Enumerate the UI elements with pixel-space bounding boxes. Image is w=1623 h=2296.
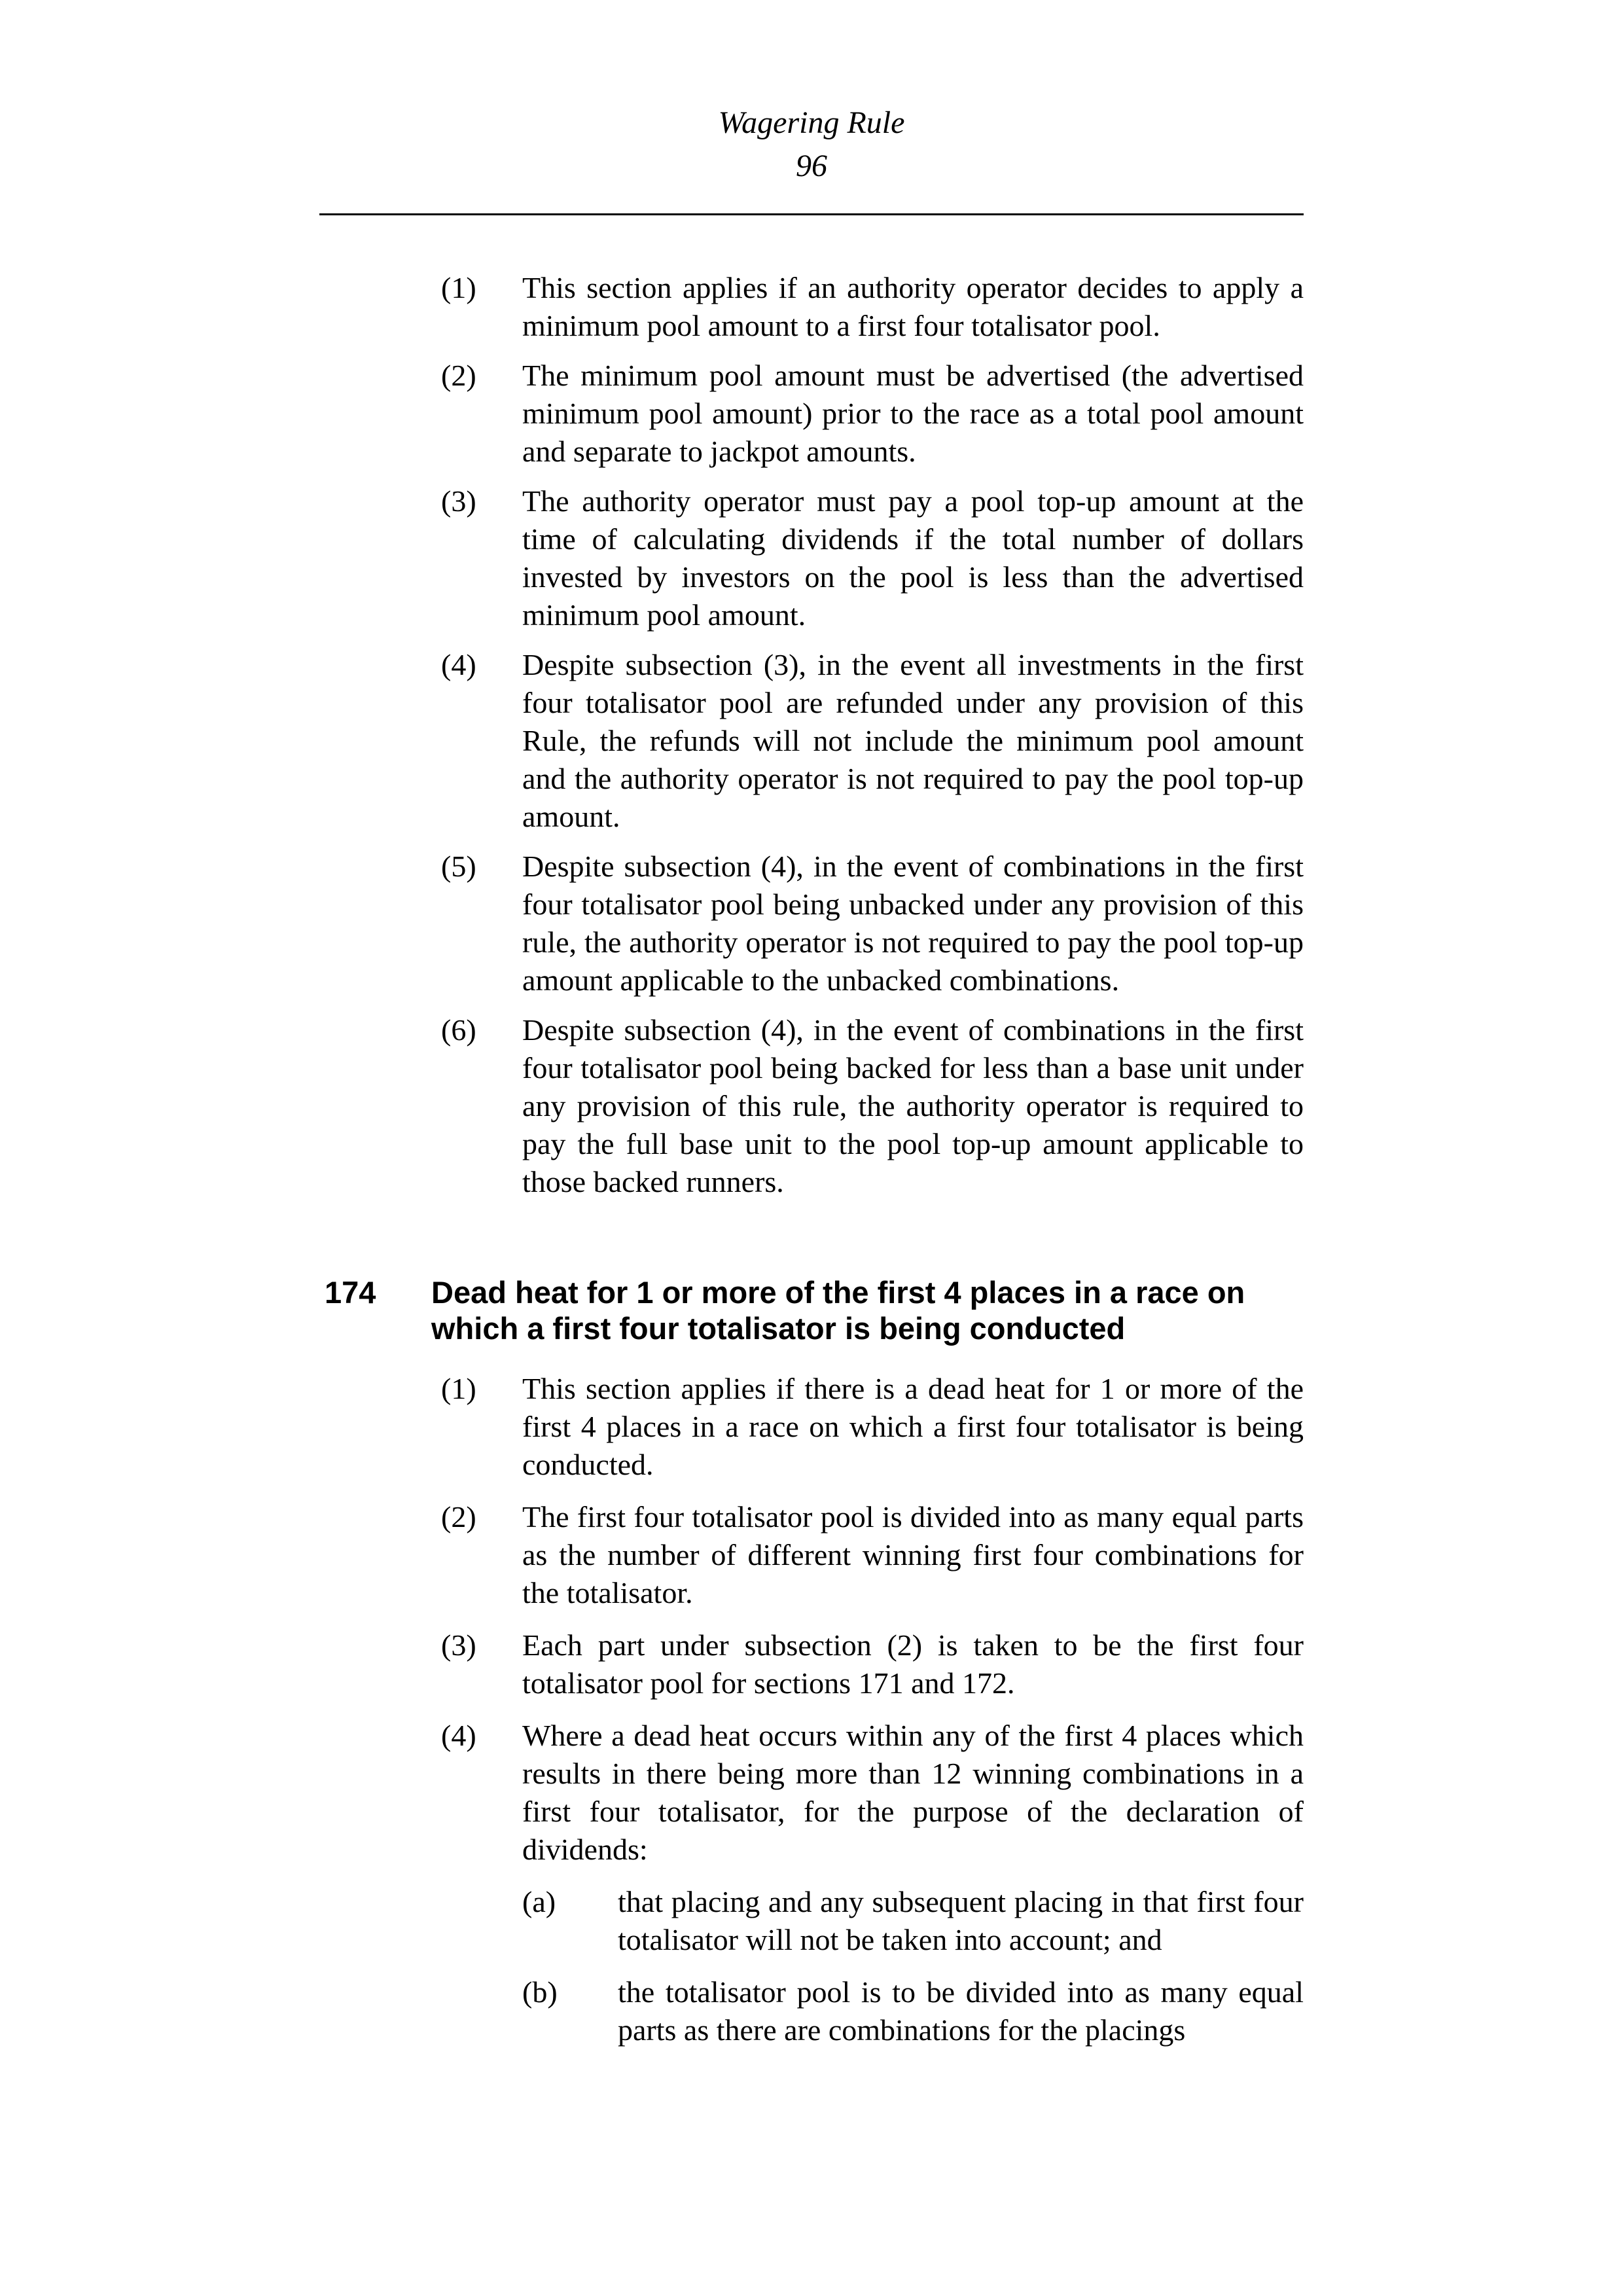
subsection-text: Despite subsection (3), in the event all investments in the first four totalisator pool are refunded under any provision of this Rule, the refunds will not include the minimum pool amount and the authority operator is not required to pay the pool top-up amount.	[522, 648, 1304, 833]
paragraph-text: the totalisator pool is to be divided into as many equal parts as there are combinations for the placings	[618, 1975, 1304, 2047]
subsection-item	[325, 848, 1304, 999]
subsection-text: This section applies if an authority operator decides to apply a minimum pool amount to a first four totalisator pool.	[522, 271, 1304, 342]
subsection-number: (1)	[441, 1372, 476, 1405]
subsection-text: Where a dead heat occurs within any of the first 4 places which results in there being more than 12 winning combinations in a first four totalisator, for the purpose of the declaration of dividends:	[522, 1719, 1304, 1866]
subsection-number: (4)	[441, 648, 476, 681]
subsection-item	[325, 269, 1304, 345]
subsection-item	[325, 357, 1304, 471]
subsection-text: Despite subsection (4), in the event of combinations in the first four totalisator pool being unbacked under any provision of this rule, the authority operator is not required to pay the pool top-up amount applicable to the unbacked combinations.	[522, 850, 1304, 997]
subsection-item	[325, 1498, 1304, 1612]
subsection-number: (6)	[441, 1013, 476, 1047]
paragraph-letter: (a)	[522, 1885, 556, 1918]
subsection-text: This section applies if there is a dead heat for 1 or more of the first 4 places in a race on which a first four totalisator is being conducted.	[522, 1372, 1304, 1481]
page-content	[325, 269, 1304, 2049]
subsection-item	[325, 1717, 1304, 2049]
subsection-item	[325, 1011, 1304, 1201]
page-header	[0, 0, 1623, 188]
subsection-number: (3)	[441, 484, 476, 518]
paragraph-item	[522, 1883, 1304, 1959]
subsection-number: (5)	[441, 850, 476, 883]
subsection-number: (2)	[441, 1500, 476, 1534]
subsection-item	[325, 1370, 1304, 1484]
subsection-number: (4)	[441, 1719, 476, 1752]
subsection-text: The minimum pool amount must be advertised (the advertised minimum pool amount) prior to the race as a total pool amount and separate to jackpot amounts.	[522, 359, 1304, 468]
section-header	[325, 1274, 1304, 1346]
paragraph-text: that placing and any subsequent placing in that first four totalisator will not be taken into account; and	[618, 1885, 1304, 1956]
subsection-text: Despite subsection (4), in the event of combinations in the first four totalisator pool being backed for less than a base unit under any provision of this rule, the authority operator is required to pay the full base unit to the pool top-up amount applicable to those backed runners.	[522, 1013, 1304, 1198]
subsection-item	[325, 482, 1304, 634]
subsection-text: The authority operator must pay a pool top-up amount at the time of calculating dividends if the total number of dollars invested by investors on the pool is less than the advertised minimum pool amount.	[522, 484, 1304, 632]
subsection-item	[325, 1626, 1304, 1702]
subsection-number: (1)	[441, 271, 476, 304]
subsection-list	[325, 269, 1304, 1201]
document-title: Wagering Rule	[718, 105, 905, 140]
paragraph-item	[522, 1973, 1304, 2049]
section-number: 174	[325, 1275, 376, 1310]
subsection-number: (2)	[441, 359, 476, 392]
header-divider	[319, 213, 1304, 215]
page-number: 96	[796, 149, 827, 183]
section-heading: Dead heat for 1 or more of the first 4 places in a race on which a first four totalisator is being conducted	[431, 1275, 1245, 1346]
subsection-number: (3)	[441, 1628, 476, 1662]
subsection-text: Each part under subsection (2) is taken to be the first four totalisator pool for sections 171 and 172.	[522, 1628, 1304, 1700]
section-subsection-list	[325, 1370, 1304, 2049]
subsection-text: The first four totalisator pool is divided into as many equal parts as the number of different winning first four combinations for the totalisator.	[522, 1500, 1304, 1609]
paragraph-letter: (b)	[522, 1975, 558, 2009]
subsection-item	[325, 646, 1304, 836]
